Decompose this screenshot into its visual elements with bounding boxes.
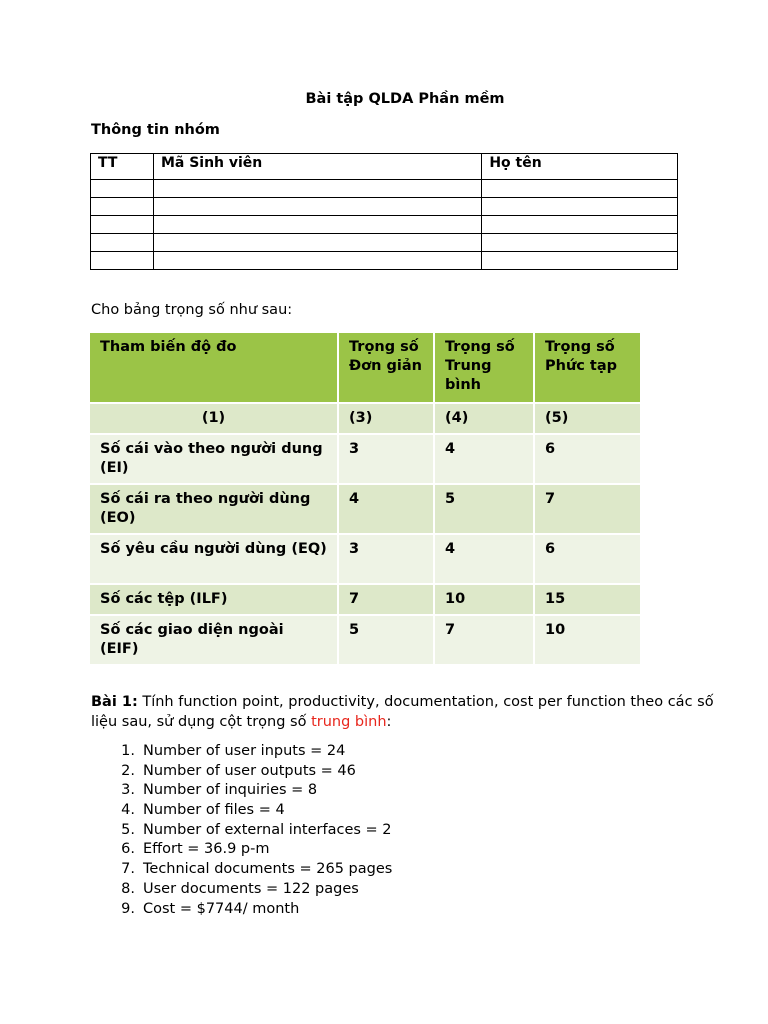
table-cell[interactable]	[482, 216, 678, 234]
table-cell[interactable]	[91, 252, 154, 270]
table-cell: 7	[339, 585, 435, 616]
table-cell[interactable]	[91, 234, 154, 252]
list-item	[91, 880, 392, 900]
table-cell[interactable]	[153, 180, 481, 198]
table-cell[interactable]	[91, 216, 154, 234]
table-row	[91, 234, 678, 252]
table-row	[91, 216, 678, 234]
table-cell[interactable]	[91, 198, 154, 216]
table-cell[interactable]	[153, 234, 481, 252]
table-cell: 7	[535, 485, 640, 535]
group-table-header-row	[91, 154, 678, 180]
list-text: Cost = $7744/ month	[143, 900, 300, 917]
list-item	[91, 860, 392, 880]
table-cell: 6	[535, 535, 640, 585]
table-cell: 6	[535, 435, 640, 485]
list-item	[91, 742, 392, 762]
list-item	[91, 781, 392, 801]
table-cell: (5)	[535, 404, 640, 435]
table-cell: 5	[339, 616, 435, 666]
column-header-tt: TT	[91, 154, 154, 180]
list-text: Technical documents = 265 pages	[143, 861, 393, 878]
group-info-table	[90, 153, 678, 270]
table-cell: 15	[535, 585, 640, 616]
table-cell: Số các giao diện ngoài (EIF)	[90, 616, 339, 666]
table-cell: 4	[435, 435, 535, 485]
exercise-text: Tính function point, productivity, documentation, cost per function theo các số liệu sau, sử dụng cột trọng số	[91, 694, 714, 730]
list-item	[91, 840, 392, 860]
list-text: Number of files = 4	[143, 802, 285, 819]
table-cell[interactable]	[482, 252, 678, 270]
table-row	[91, 252, 678, 270]
list-text: Number of user outputs = 46	[143, 762, 356, 779]
column-header-complex: Trọng số Phức tạp	[535, 333, 640, 404]
list-number: 9.	[121, 900, 135, 917]
column-header-metric: Tham biến độ đo	[90, 333, 339, 404]
list-number: 3.	[121, 782, 135, 799]
exercise-highlight: trung bình	[311, 713, 387, 730]
table-row	[90, 535, 640, 585]
table-cell: Số các tệp (ILF)	[90, 585, 339, 616]
table-cell: Số cái vào theo người dung (EI)	[90, 435, 339, 485]
list-number: 2.	[121, 762, 135, 779]
weights-intro: Cho bảng trọng số như sau:	[91, 302, 293, 318]
table-cell[interactable]	[91, 180, 154, 198]
table-cell: (1)	[90, 404, 339, 435]
table-cell: 10	[535, 616, 640, 666]
table-cell[interactable]	[153, 252, 481, 270]
list-item	[91, 762, 392, 782]
table-cell: Số yêu cầu người dùng (EQ)	[90, 535, 339, 585]
table-row	[90, 435, 640, 485]
list-text: Number of user inputs = 24	[143, 743, 346, 759]
exercise-data-list	[91, 742, 392, 919]
table-cell: Số cái ra theo người dùng (EO)	[90, 485, 339, 535]
table-cell: (3)	[339, 404, 435, 435]
table-cell[interactable]	[482, 198, 678, 216]
list-text: Effort = 36.9 p-m	[143, 841, 270, 858]
list-item	[91, 900, 392, 920]
exercise-text-end: :	[386, 713, 392, 730]
table-cell[interactable]	[482, 234, 678, 252]
table-cell: 3	[339, 535, 435, 585]
list-text: Number of external interfaces = 2	[143, 821, 392, 838]
table-row	[90, 585, 640, 616]
exercise-prompt	[91, 693, 731, 732]
table-cell: 5	[435, 485, 535, 535]
column-header-simple: Trọng số Đơn giản	[339, 333, 435, 404]
list-item	[91, 801, 392, 821]
column-header-student-id: Mã Sinh viên	[153, 154, 481, 180]
list-number: 4.	[121, 802, 135, 819]
list-number: 8.	[121, 880, 135, 897]
page-title: Bài tập QLDA Phần mềm	[305, 91, 505, 107]
weights-header-row	[90, 333, 640, 404]
table-cell: 3	[339, 435, 435, 485]
table-cell[interactable]	[153, 216, 481, 234]
column-header-average: Trọng số Trung bình	[435, 333, 535, 404]
table-cell: 4	[339, 485, 435, 535]
weights-index-row	[90, 404, 640, 435]
list-number: 5.	[121, 821, 135, 838]
table-cell[interactable]	[482, 180, 678, 198]
table-cell: (4)	[435, 404, 535, 435]
list-text: Number of inquiries = 8	[143, 782, 318, 799]
table-row	[91, 180, 678, 198]
exercise-label: Bài 1:	[91, 694, 138, 710]
table-row	[91, 198, 678, 216]
table-row	[90, 485, 640, 535]
list-item	[91, 821, 392, 841]
weights-table	[90, 333, 640, 666]
column-header-full-name: Họ tên	[482, 154, 678, 180]
table-cell: 4	[435, 535, 535, 585]
list-number: 6.	[121, 841, 135, 858]
group-info-heading: Thông tin nhóm	[91, 122, 220, 138]
table-row	[90, 616, 640, 666]
list-number: 7.	[121, 861, 135, 878]
table-cell: 7	[435, 616, 535, 666]
list-text: User documents = 122 pages	[143, 880, 359, 897]
table-cell[interactable]	[153, 198, 481, 216]
list-number: 1.	[121, 743, 135, 759]
table-cell: 10	[435, 585, 535, 616]
